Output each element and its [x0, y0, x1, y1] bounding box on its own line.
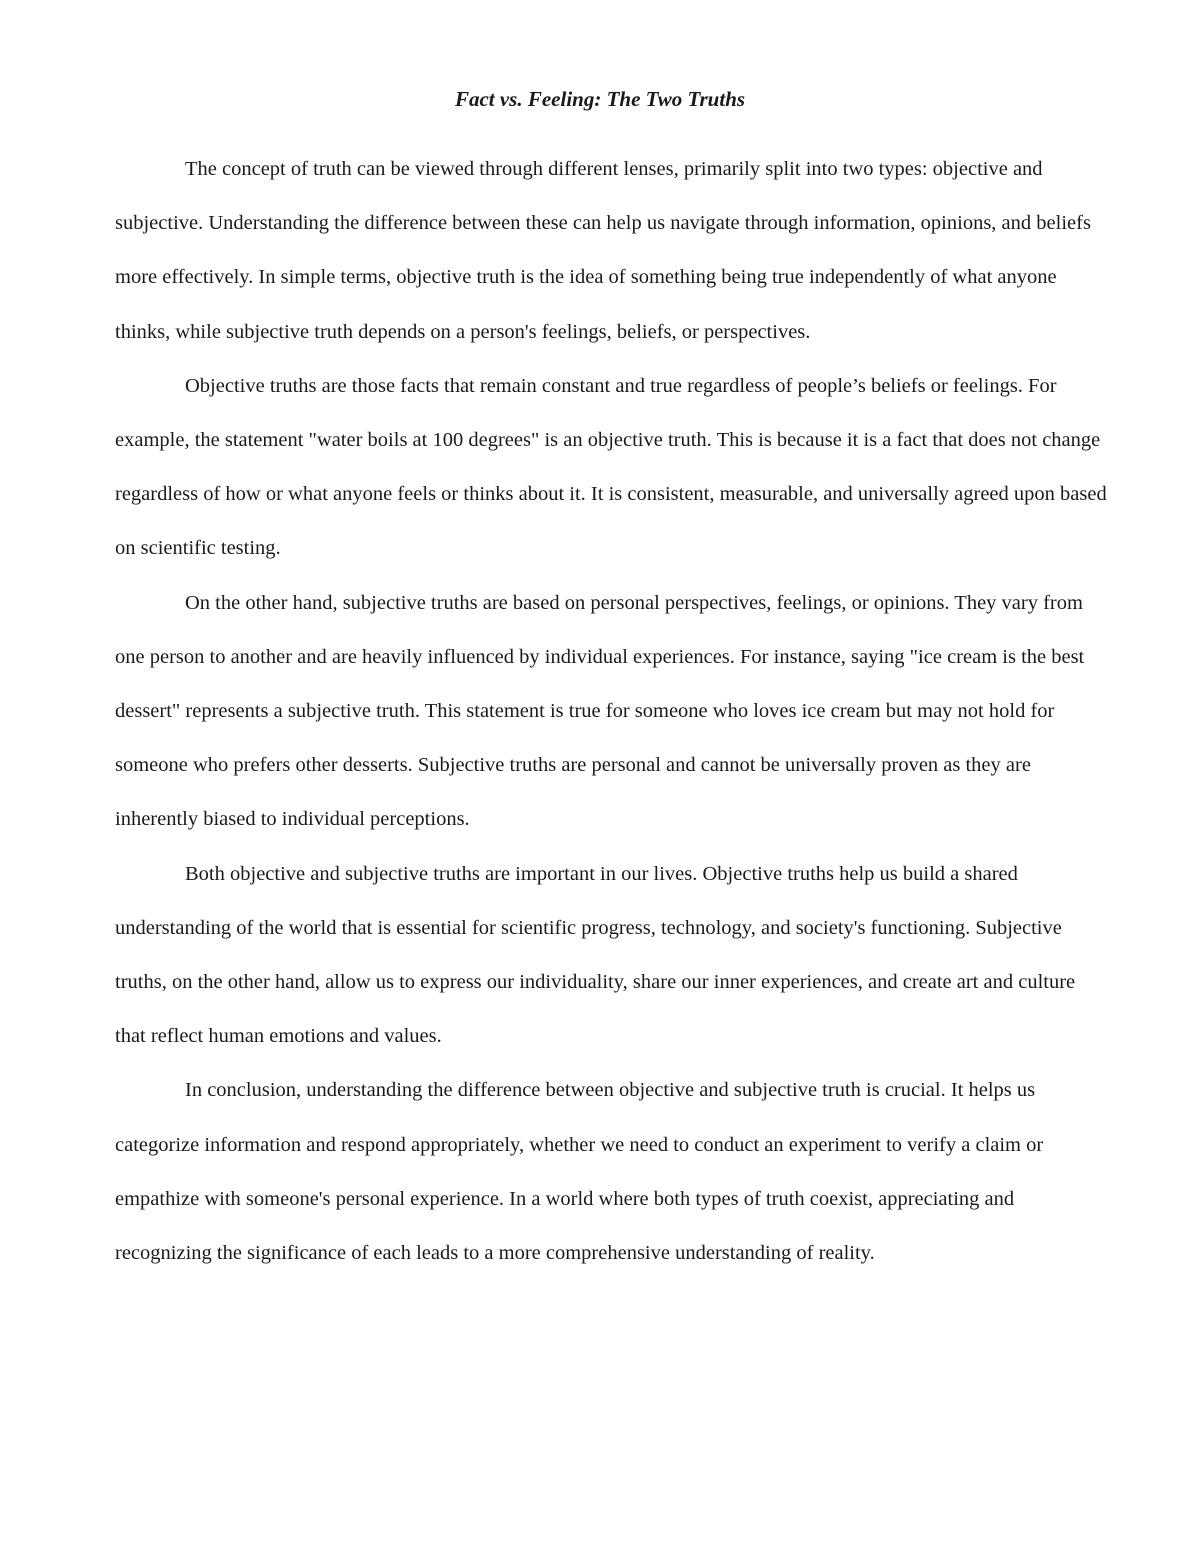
paragraph-1: The concept of truth can be viewed through different lenses, primarily split into two types: objective and subjective. Understanding the difference between these can help us navigate through information, opinions, and beliefs more effectively. In simple terms, objective truth is the idea of something being true independently of what anyone thinks, while subjective truth depends on a person's feelings, beliefs, or perspectives.: [115, 158, 1091, 343]
paragraph-2: Objective truths are those facts that remain constant and true regardless of people’s beliefs or feelings. For example, the statement "water boils at 100 degrees" is an objective truth. This is because it is a fact that does not change regardless of how or what anyone feels or thinks about it. It is consistent, measurable, and universally agreed upon based on scientific testing.: [115, 374, 1107, 560]
document-title: Fact vs. Feeling: The Two Truths: [454, 87, 746, 111]
document-body: [115, 142, 1110, 1280]
paragraph-4: Both objective and subjective truths are important in our lives. Objective truths help us build a shared understanding of the world that is essential for scientific progress, technology, and society's functioning. Subjective truths, on the other hand, allow us to express our individuality, share our inner experiences, and create art and culture that reflect human emotions and values.: [115, 862, 1076, 1048]
paragraph-3: On the other hand, subjective truths are based on personal perspectives, feelings, or opinions. They vary from one person to another and are heavily influenced by individual experiences. For instance, saying "ice cream is the best dessert" represents a subjective truth. This statement is true for someone who loves ice cream but may not hold for someone who prefers other desserts. Subjective truths are personal and cannot be universally proven as they are inherently biased to individual perceptions.: [115, 591, 1085, 831]
paragraph-5: In conclusion, understanding the difference between objective and subjective truth is crucial. It helps us categorize information and respond appropriately, whether we need to conduct an experiment to verify a claim or empathize with someone's personal experience. In a world where both types of truth coexist, appreciating and recognizing the significance of each leads to a more comprehensive understanding of reality.: [115, 1079, 1044, 1265]
